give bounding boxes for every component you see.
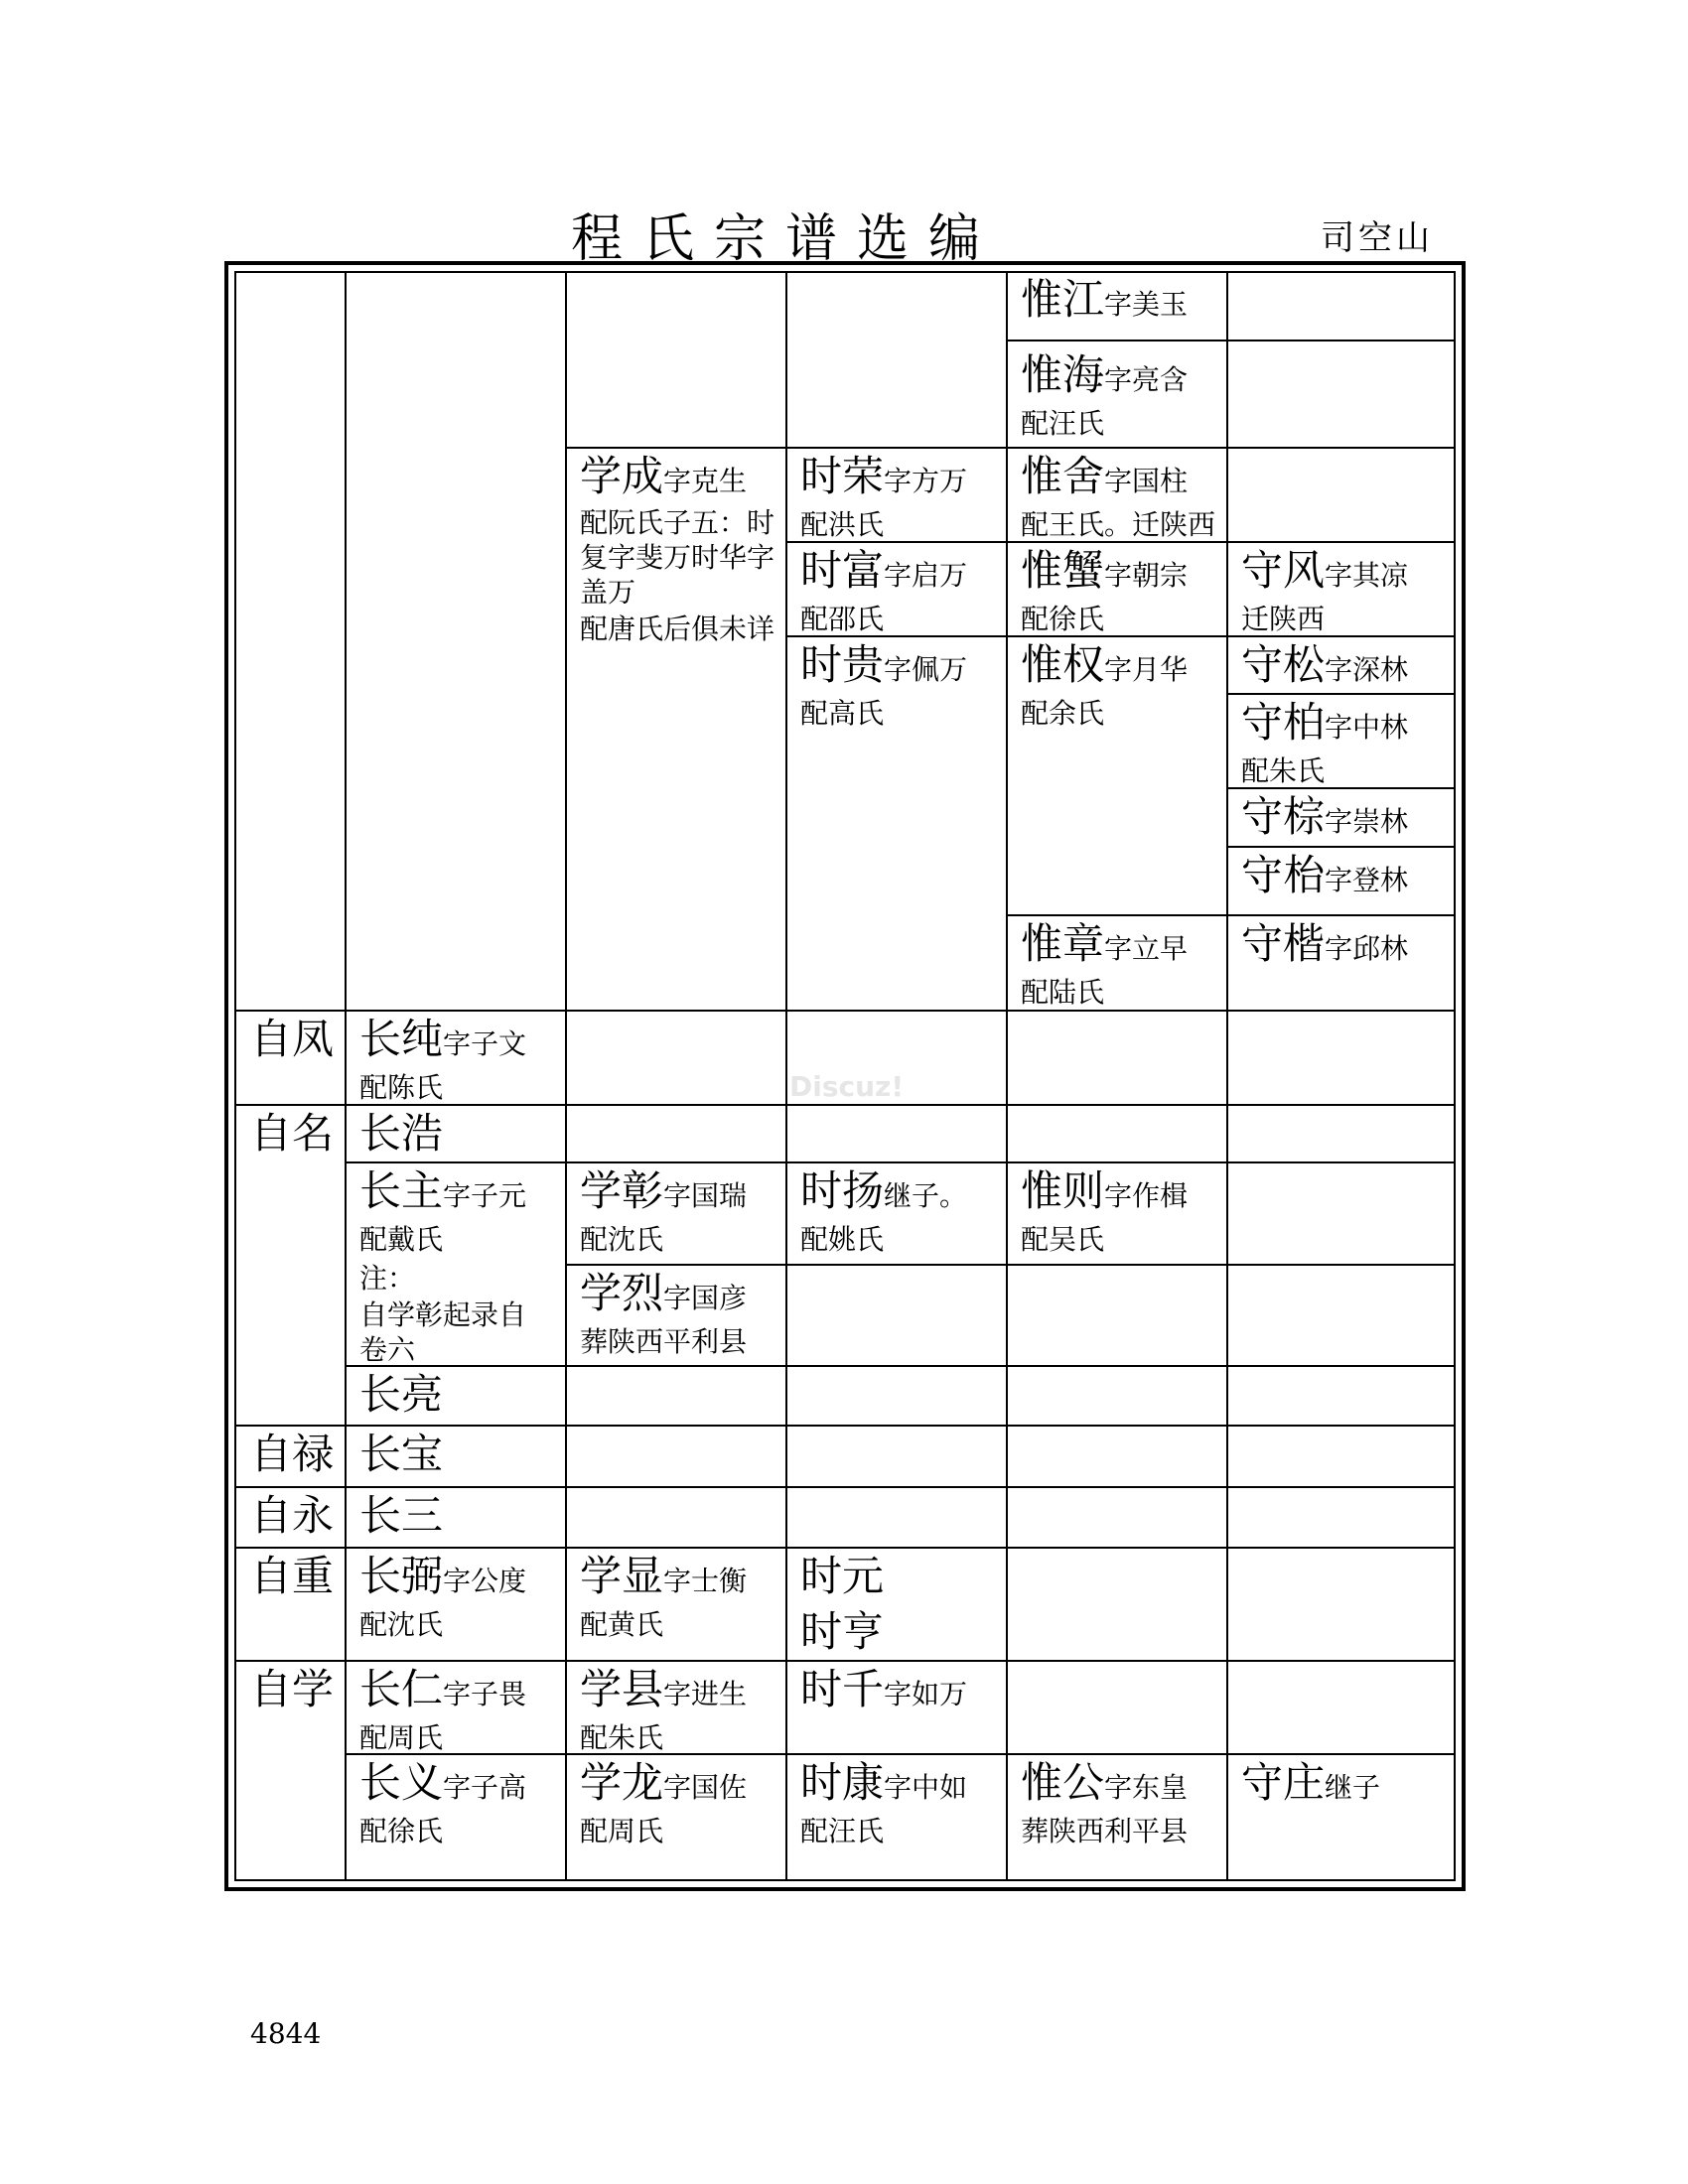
column-line — [345, 271, 347, 1881]
row-line — [565, 1264, 1456, 1266]
entry-chang-bao: 长宝 — [359, 1430, 444, 1478]
entry-chang-zhu: 长主字子元 配戴氏 注： 自学彰起录自卷六 — [359, 1166, 527, 1366]
row-line — [234, 1660, 1456, 1662]
entry-shou-feng: 守风字其凉 迁陕西 — [1241, 546, 1409, 635]
entry-zi-xue: 自学 — [250, 1665, 335, 1713]
row-line — [1226, 846, 1456, 848]
entry-zi-ming: 自名 — [250, 1109, 335, 1158]
entry-shou-si: 守枱字登林 — [1241, 851, 1409, 899]
row-line — [234, 1547, 1456, 1549]
entry-chang-ren: 长仁字子畏 配周氏 — [359, 1665, 527, 1754]
row-line — [234, 1425, 1456, 1427]
entry-xue-xian: 学显字士衡 配黄氏 — [580, 1552, 748, 1641]
entry-chang-hao: 长浩 — [359, 1109, 444, 1158]
entry-shi-gui: 时贵字佩万 配高氏 — [800, 640, 968, 730]
watermark: Discuz! — [789, 1070, 905, 1103]
entry-shou-bai: 守柏字中林 配朱氏 — [1241, 698, 1409, 787]
entry-wei-gong: 惟公字东皇 葬陕西利平县 — [1021, 1758, 1189, 1847]
entry-shi-rong: 时荣字方万 配洪氏 — [800, 452, 968, 541]
entry-chang-san: 长三 — [359, 1491, 444, 1540]
entry-shou-zong: 守棕字崇林 — [1241, 792, 1409, 841]
entry-shou-zhuang: 守庄继子 — [1241, 1758, 1381, 1807]
entry-wei-xie: 惟蟹字朝宗 配徐氏 — [1021, 546, 1189, 635]
row-line — [1006, 914, 1456, 916]
row-line — [234, 1010, 1456, 1012]
entry-shi-kang: 时康字中如 配汪氏 — [800, 1758, 968, 1847]
entry-shou-kai: 守楷字邱林 — [1241, 919, 1409, 968]
entry-wei-jiang: 惟江字美玉 — [1021, 275, 1189, 324]
entry-shi-yuan: 时元 — [800, 1552, 885, 1600]
entry-zi-lu: 自禄 — [250, 1430, 335, 1478]
entry-shou-song: 守松字深林 — [1241, 640, 1409, 689]
entry-xue-zhang: 学彰字国瑞 配沈氏 — [580, 1166, 748, 1256]
column-line — [1006, 271, 1008, 1881]
entry-zi-yong: 自永 — [250, 1491, 335, 1540]
entry-xue-cheng: 学成字克生 配阮氏子五：时复字斐万时华字盖万 配唐氏后俱未详 — [580, 452, 775, 645]
row-line — [234, 1486, 1456, 1488]
entry-wei-ze: 惟则字作楫 配吴氏 — [1021, 1166, 1189, 1256]
entry-chang-bi: 长弼字公度 配沈氏 — [359, 1552, 527, 1641]
entry-chang-chun: 长纯字子文 配陈氏 — [359, 1015, 527, 1104]
entry-shi-yang: 时扬继子。 配姚氏 — [800, 1166, 968, 1256]
page-subtitle: 司空山 — [1321, 218, 1434, 258]
entry-zi-feng: 自凤 — [250, 1015, 335, 1063]
entry-chang-liang: 长亮 — [359, 1370, 444, 1419]
row-line — [1226, 693, 1456, 695]
column-line — [1226, 271, 1228, 1881]
entry-shi-qian: 时千字如万 — [800, 1665, 968, 1713]
row-line — [1006, 340, 1456, 341]
entry-wei-quan: 惟权字月华 配余氏 — [1021, 640, 1189, 730]
entry-zi-zhong: 自重 — [250, 1552, 335, 1600]
entry-xue-long: 学龙字国佐 配周氏 — [580, 1758, 748, 1847]
entry-wei-zhang: 惟章字立早 配陆氏 — [1021, 919, 1189, 1009]
entry-xue-lie: 学烈字国彦 葬陕西平利县 — [580, 1269, 748, 1358]
entry-shi-fu: 时富字启万 配邵氏 — [800, 546, 968, 635]
entry-chang-yi: 长义字子高 配徐氏 — [359, 1758, 527, 1847]
entry-wei-she: 惟舍字国柱 配王氏。迁陕西 — [1021, 452, 1216, 541]
row-line — [345, 1161, 1456, 1163]
page-title: 程氏宗谱选编 — [571, 209, 1001, 269]
column-line — [565, 271, 567, 1881]
entry-wei-hai: 惟海字亮含 配汪氏 — [1021, 350, 1189, 440]
row-line — [565, 447, 1456, 449]
page-number: 4844 — [250, 2017, 322, 2050]
entry-xue-xian2: 学县字进生 配朱氏 — [580, 1665, 748, 1754]
entry-shi-heng: 时亨 — [800, 1607, 885, 1656]
